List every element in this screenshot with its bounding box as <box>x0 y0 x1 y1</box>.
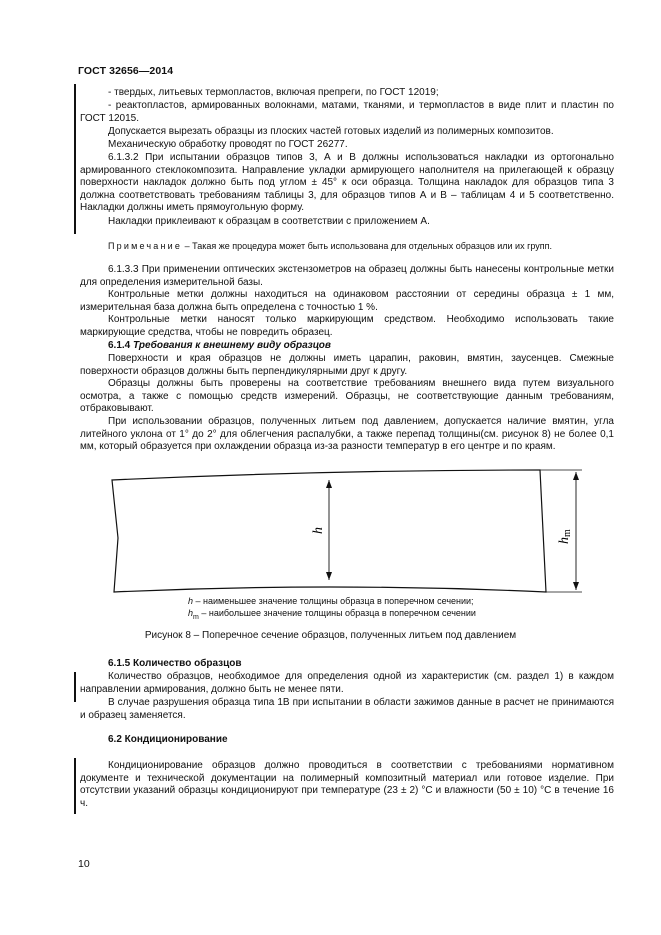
page-number: 10 <box>78 858 90 870</box>
document-header: ГОСТ 32656—2014 <box>78 65 174 77</box>
section-heading-6-1-5: 6.1.5 Количество образцов <box>108 658 242 669</box>
label-h: h <box>311 527 326 534</box>
legend-symbol: h <box>188 596 194 606</box>
paragraph: 6.1.3.3 При применении оптических экстензометров на образец должны быть нанесены контрольные метки для определения измерительной базы. <box>80 264 614 288</box>
section-title: Требования к внешнему виду образцов <box>133 340 331 351</box>
legend-subscript: m <box>193 613 199 621</box>
arrow-up-icon <box>326 480 332 488</box>
paragraph: Допускается вырезать образцы из плоских частей готовых изделий из полимерных композитов. <box>108 126 554 137</box>
paragraph: - твердых, литьевых термопластов, включая препреги, по ГОСТ 12019; <box>108 87 439 98</box>
paragraph: Поверхности и края образцов не должны иметь царапин, раковин, вмятин, заусенцев. Смежные поверхности образцов должны быть перпендикулярными друг к другу. <box>80 353 614 377</box>
paragraph: 6.1.3.2 При испытании образцов типов 3, А и В должны использоваться накладки из ортогонально армированного стеклокомпозита. Направление укладки армирующего наполнителя на прилегающей к образцу поверхности накладок должно быть под углом ± 45° к оси образца. Толщина накладок для образцов типа 3 должна соответствовать требованиям таблицы 3, для образцов типов А и В – таблицам 4 и 5 соответственно. Накладки должны иметь прямоугольную форму. <box>80 152 614 214</box>
label-hm <box>557 529 573 544</box>
note-label: Примечание <box>108 241 183 251</box>
figure-caption: Рисунок 8 – Поперечное сечение образцов, полученных литьем под давлением <box>144 630 517 641</box>
paragraph: Образцы должны быть проверены на соответствие требованиям внешнего вида путем визуального осмотра, а также с помощью средств измерений. Образцы, не соответствующие данным требованиям, отбраковывают. <box>80 378 614 415</box>
section-heading-6-2: 6.2 Кондиционирование <box>108 734 228 745</box>
paragraph: В случае разрушения образца типа 1В при испытании в области зажимов данные в расчет не принимаются и образец заменяется. <box>80 697 614 721</box>
paragraph: Накладки приклеивают к образцам в соответствии с приложением А. <box>108 216 430 227</box>
arrow-down-icon <box>573 582 579 590</box>
arrow-down-icon <box>326 572 332 580</box>
section-number: 6.1.4 <box>108 340 131 351</box>
revision-bar <box>74 84 76 234</box>
revision-bar <box>74 758 76 814</box>
figure-legend-item <box>188 596 474 608</box>
note-text: – Такая же процедура может быть использована для отдельных образцов или их групп. <box>182 241 553 251</box>
legend-symbol: h <box>188 608 194 618</box>
legend-text: – наименьшее значение толщины образца в поперечном сечении; <box>193 596 474 606</box>
paragraph: Механическую обработку проводят по ГОСТ 26277. <box>108 139 348 150</box>
cross-section-figure <box>100 468 594 600</box>
legend-text: – наибольшее значение толщины образца в поперечном сечении <box>198 608 476 618</box>
arrow-up-icon <box>573 472 579 480</box>
paragraph: Контрольные метки должны находиться на одинаковом расстоянии от середины образца ± 1 мм, измерительная база должна быть определена с точностью 1 %. <box>80 289 614 313</box>
note <box>80 240 614 252</box>
paragraph: При использовании образцов, полученных литьем под давлением, допускается наличие вмятин, угла литейного уклона от 1° до 2° для облегчения распалубки, а также перепад толщины(см. рисунок 8) не более 0,1 мм, который образуется при охлаждении образца из-за разности температур в его центре и по краям. <box>80 416 614 453</box>
revision-bar <box>74 672 76 702</box>
label-hm-subscript: m <box>562 529 573 537</box>
paragraph: Контрольные метки наносят только маркирующим средством. Необходимо использовать такие маркирующие средства, чтобы не повредить образец. <box>80 314 614 338</box>
paragraph: Кондиционирование образцов должно проводиться в соответствии с требованиями нормативном документе и технической документации на полимерный композитный материал или готовое изделие. При отсутствии указаний образцы кондиционируют при температуре (23 ± 2) °С и влажности (50 ± 10) °С в течение 16 ч. <box>80 760 614 809</box>
label-hm-symbol: h <box>557 537 572 544</box>
section-heading-6-1-4 <box>108 340 331 351</box>
figure-legend-item <box>188 608 476 623</box>
paragraph: - реактопластов, армированных волокнами, матами, тканями, и термопластов в виде плит и пластин по ГОСТ 12015. <box>80 100 614 124</box>
paragraph: Количество образцов, необходимое для определения одной из характеристик (см. раздел 1) в каждом направлении армирования, должно быть не менее пяти. <box>80 671 614 695</box>
